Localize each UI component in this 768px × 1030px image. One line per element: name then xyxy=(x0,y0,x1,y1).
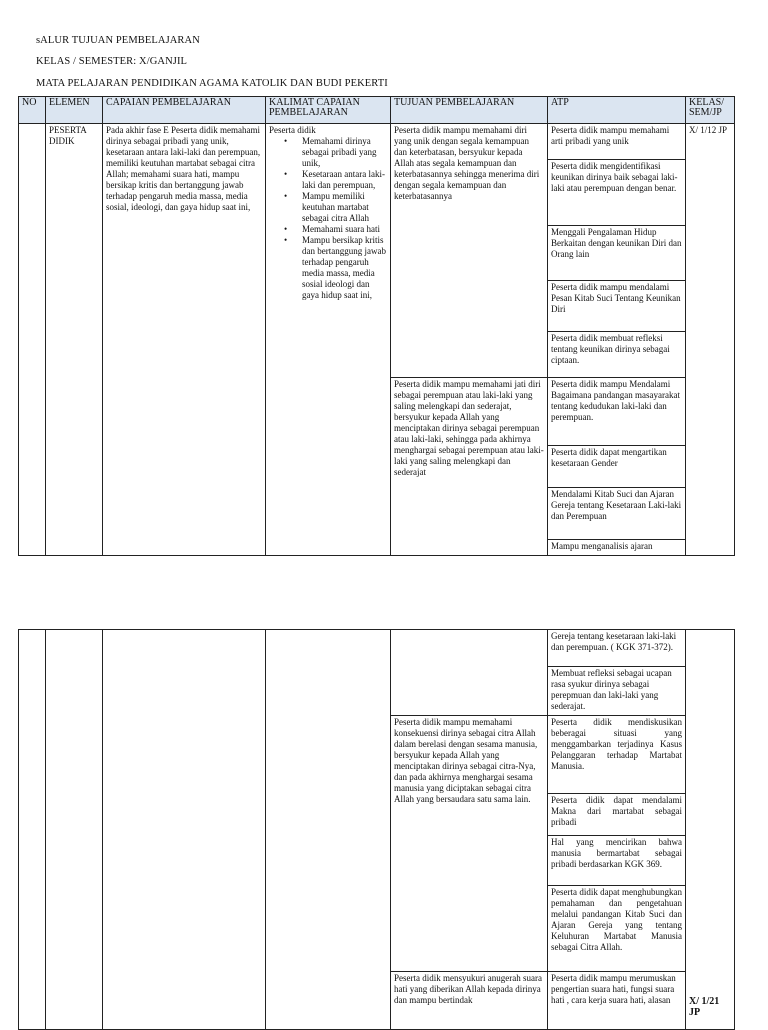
tujuan-item-3: Peserta didik mampu memahami konsekuensi dirinya sebagai citra Allah dalam berelasi dengan sesama manusia, bersyukur kepada Allah yang menciptakan dirinya sebagai citra-Nya, dan pada akhirnya menghargai sesama manusia yang diciptakan sebagai citra Allah yang bersaudara satu sama lain. xyxy=(391,716,547,972)
atp-item: Peserta didik mampu mendalami Pesan Kitab Suci Tentang Keunikan Diri xyxy=(548,281,685,332)
atp-item: Mendalami Kitab Suci dan Ajaran Gereja tentang Kesetaraan Laki-laki dan Perempuan xyxy=(548,488,685,540)
doc-title: sALUR TUJUAN PEMBELAJARAN xyxy=(36,35,200,46)
list-item: • Memahami suara hati xyxy=(302,224,387,235)
learning-objectives-table xyxy=(18,96,735,556)
atp-item: Membuat refleksi sebagai ucapan rasa syukur dirinya sebagai perepmuan dan laki-laki yang sederajat. xyxy=(548,667,685,716)
kalimat-cell xyxy=(266,124,391,556)
atp-cell xyxy=(548,124,686,556)
atp-item: Peserta didik mampu Mendalami Bagaimana pandangan masayarakat tentang kedudukan laki-laki dan perempuan. xyxy=(548,378,685,446)
col-header-elemen: ELEMEN xyxy=(46,97,103,124)
subject-line: MATA PELAJARAN PENDIDIKAN AGAMA KATOLIK DAN BUDI PEKERTI xyxy=(36,78,388,89)
table-row xyxy=(19,124,735,556)
kalimat-cell xyxy=(266,630,391,1030)
tujuan-item-2: Peserta didik mampu memahami jati diri sebagai perempuan atau laki-laki yang saling melengkapi dan sederajat, bersyukur kepada Allah yang menciptakan dirinya sebagai perempuan atau laki-laki, sehingga pada akhirnya menghargai sebagai perempuan atau laki-laki yang saling melengkapi dan sederajat xyxy=(394,379,544,477)
col-header-atp: ATP xyxy=(548,97,686,124)
kelas-value: X/ 1/21 JP xyxy=(689,996,720,1018)
atp-cell xyxy=(548,630,686,1030)
page-gap xyxy=(0,558,768,628)
atp-item: Hal yang mencirikan bahwa manusia bermartabat sebagai pribadi berdasarkan KGK 369. xyxy=(548,836,685,886)
list-item: • Mampu memiliki keutuhan martabat sebagai citra Allah xyxy=(302,191,387,224)
atp-item: Peserta didik mampu memahami arti pribadi yang unik xyxy=(548,124,685,160)
atp-item: Peserta didik membuat refleksi tentang keunikan dirinya sebagai ciptaan. xyxy=(551,333,670,365)
capaian-cell: Pada akhir fase E Peserta didik memahami dirinya sebagai pribadi yang unik, kesetaraan antara laki-laki dan perempuan, memiliki keutuhan martabat sebagai citra Allah; memahami suara hati, mampu bersikap kritis dan bertanggung jawab terhadap pengaruh media massa, media sosial, ideologi, dan gaya hidup saat ini, xyxy=(103,124,266,556)
class-semester-line: KELAS / SEMESTER: X/GANJIL xyxy=(36,56,188,67)
atp-item: Menggali Pengalaman Hidup Berkaitan dengan keunikan Diri dan Orang lain xyxy=(548,226,685,281)
atp-item: Mampu menganalisis ajaran xyxy=(551,541,653,551)
no-cell xyxy=(19,630,46,1030)
table-header-row xyxy=(19,97,735,124)
atp-item: Gereja tentang kesetaraan laki-laki dan perempuan. ( KGK 371-372). xyxy=(548,630,685,667)
atp-item: Peserta didik dapat menghubungkan pemahaman dan pengetahuan melalui pandangan Kitab Suci dan Ajaran Gereja yang tentang Keluhuran Martabat Manusia sebagai Citra Allah. xyxy=(548,886,685,972)
atp-item: Peserta didik dapat mengartikan kesetaraan Gender xyxy=(548,446,685,488)
capaian-cell xyxy=(103,630,266,1030)
kelas-cell: X/ 1/12 JP xyxy=(686,124,735,556)
col-header-capaian: CAPAIAN PEMBELAJARAN xyxy=(103,97,266,124)
atp-group-2 xyxy=(548,378,685,553)
elemen-cell xyxy=(46,630,103,1030)
atp-item: Peserta didik mendiskusikan beberagai situasi yang menggambarkan terjadinya Kasus Pelanggaran terhadap Martabat Manusia. xyxy=(548,716,685,794)
kalimat-list xyxy=(269,136,387,301)
table-row xyxy=(19,630,735,1030)
tujuan-item-1: Peserta didik mampu memahami diri yang unik dengan segala kemampuan dan keterbatasan, bersyukur kepada Allah atas segala kemampuan dan keterbatasannya sehingga menerima diri dengan segala kemampuan dan keterbatasannya xyxy=(391,124,547,378)
atp-item: Peserta didik mampu merumuskan pengertian suara hati, fungsi suara hati , cara kerja suara hati, alasan xyxy=(551,973,676,1005)
atp-item: Peserta didik dapat mendalami Makna dari martabat sebagai pribadi xyxy=(548,794,685,836)
col-header-tujuan: TUJUAN PEMBELAJARAN xyxy=(391,97,548,124)
tujuan-item-4: Peserta didik mensyukuri anugerah suara hati yang diberikan Allah kepada dirinya dan mampu bertindak xyxy=(394,973,542,1005)
atp-item: Peserta didik mengidentifikasi keunikan dirinya baik sebagai laki-laki atau perempuan dengan benar. xyxy=(548,160,685,226)
tujuan-cell xyxy=(391,630,548,1030)
elemen-cell: PESERTA DIDIK xyxy=(46,124,103,556)
no-cell xyxy=(19,124,46,556)
list-item: • Kesetaraan antara laki-laki dan perempuan, xyxy=(302,169,387,191)
learning-objectives-table-cont xyxy=(18,629,735,1030)
document-page-2 xyxy=(0,628,768,1024)
list-item: • Mampu bersikap kritis dan bertanggung jawab terhadap pengaruh media massa, media sosial ideologi dan gaya hidup saat ini, xyxy=(302,235,387,301)
tujuan-cell xyxy=(391,124,548,556)
kelas-cell xyxy=(686,630,735,1030)
kelas-spacer xyxy=(686,630,734,996)
list-item: • Memahami dirinya sebagai pribadi yang unik, xyxy=(302,136,387,169)
col-header-no: NO xyxy=(19,97,46,124)
atp-group-1 xyxy=(548,124,685,378)
kalimat-intro: Peserta didik xyxy=(269,125,316,135)
tujuan-empty xyxy=(391,630,547,716)
col-header-kelas: KELAS/ SEM/JP xyxy=(686,97,735,124)
col-header-kalimat: KALIMAT CAPAIAN PEMBELAJARAN xyxy=(266,97,391,124)
